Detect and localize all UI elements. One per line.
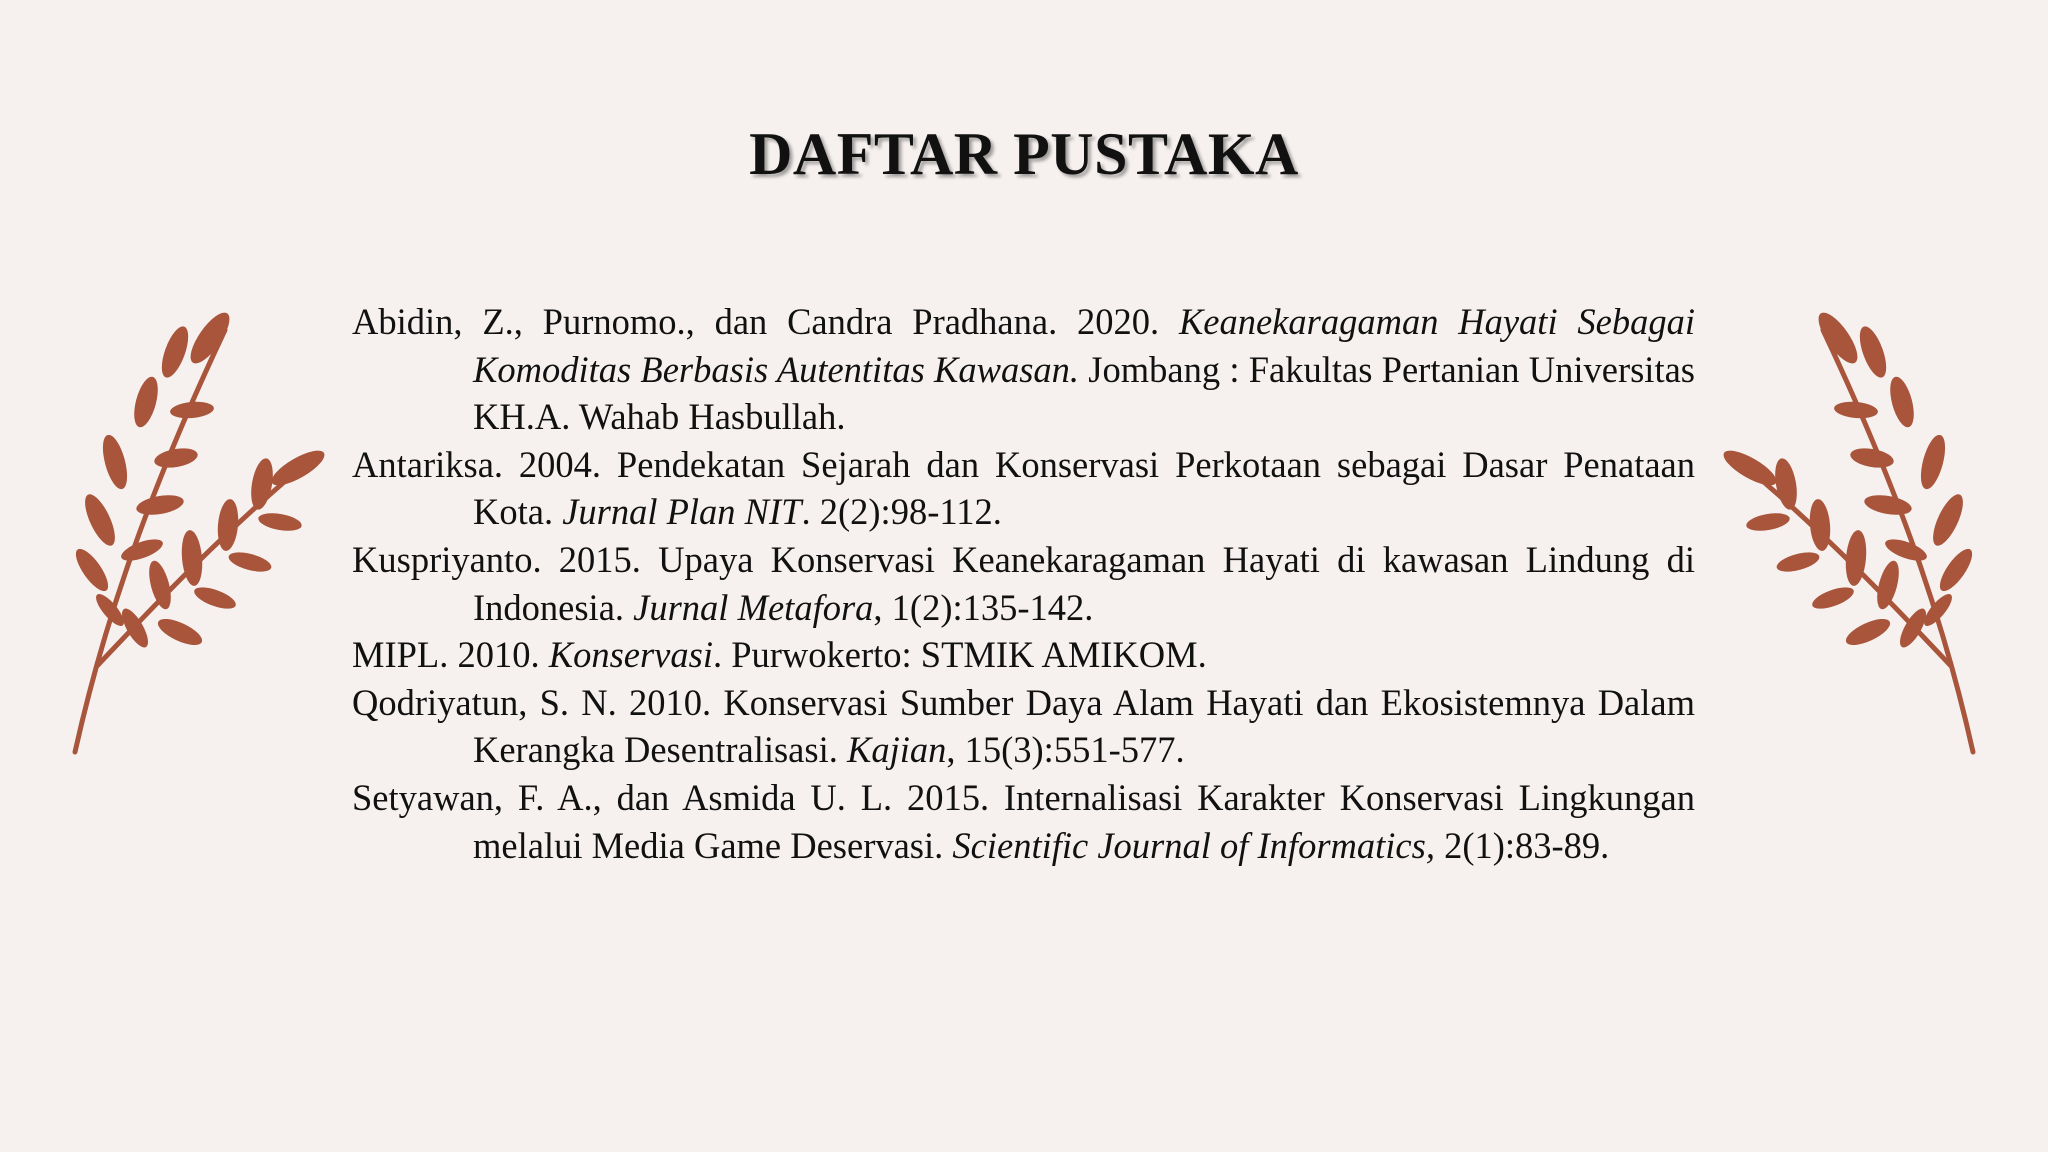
reference-entry-antariksa	[352, 441, 1695, 536]
ref-text: Jombang : Fakultas Pertanian Universitas KH.A. Wahab Hasbullah.	[473, 348, 1695, 438]
ref-text: 2(1):83-89.	[1434, 824, 1610, 866]
leaf-sprig-left	[40, 310, 340, 780]
reference-entry-mipl	[352, 631, 1695, 679]
slide-title: DAFTAR PUSTAKA	[749, 121, 1299, 187]
leaf-sprig-right	[1708, 310, 2008, 780]
reference-entry-abidin	[352, 298, 1695, 441]
ref-journal-italic: Jurnal Metafora	[633, 586, 874, 628]
ref-text: MIPL. 2010.	[352, 634, 549, 676]
ref-text: . 2(2):98-112.	[801, 491, 1002, 533]
ref-journal-italic: Jurnal Plan NIT	[562, 491, 802, 533]
ref-text: Kuspriyanto. 2015. Upaya Konservasi Keanekaragaman Hayati di kawasan Lindung di Indonesia.	[352, 538, 1695, 628]
ref-journal-italic: Scientific Journal of Informatics,	[952, 824, 1435, 866]
reference-entry-kuspriyanto	[352, 536, 1695, 631]
ref-text: Abidin, Z., Purnomo., dan Candra Pradhana. 2020.	[352, 301, 1179, 342]
reference-list	[352, 298, 1695, 869]
ref-text: , 1(2):135-142.	[873, 586, 1094, 628]
reference-entry-setyawan	[352, 774, 1695, 869]
reference-entry-qodriyatun	[352, 679, 1695, 774]
ref-text: Setyawan, F. A., dan Asmida U. L. 2015. Internalisasi Karakter Konservasi Lingkungan melalui Media Game Deservasi.	[352, 776, 1695, 866]
ref-journal-italic: Kajian	[846, 729, 947, 771]
ref-text: Antariksa. 2004. Pendekatan Sejarah dan Konservasi Perkotaan sebagai Dasar Penataan Kota.	[352, 443, 1695, 533]
ref-text: Qodriyatun, S. N. 2010. Konservasi Sumber Daya Alam Hayati dan Ekosistemnya Dalam Kerangka Desentralisasi.	[352, 681, 1695, 771]
ref-title-italic: Konservasi	[548, 634, 713, 676]
ref-text: . Purwokerto: STMIK AMIKOM.	[712, 634, 1207, 676]
ref-text: , 15(3):551-577.	[946, 729, 1185, 771]
ref-title-italic: Keanekaragaman Hayati Sebagai Komoditas Berbasis Autentitas Kawasan.	[473, 301, 1695, 390]
